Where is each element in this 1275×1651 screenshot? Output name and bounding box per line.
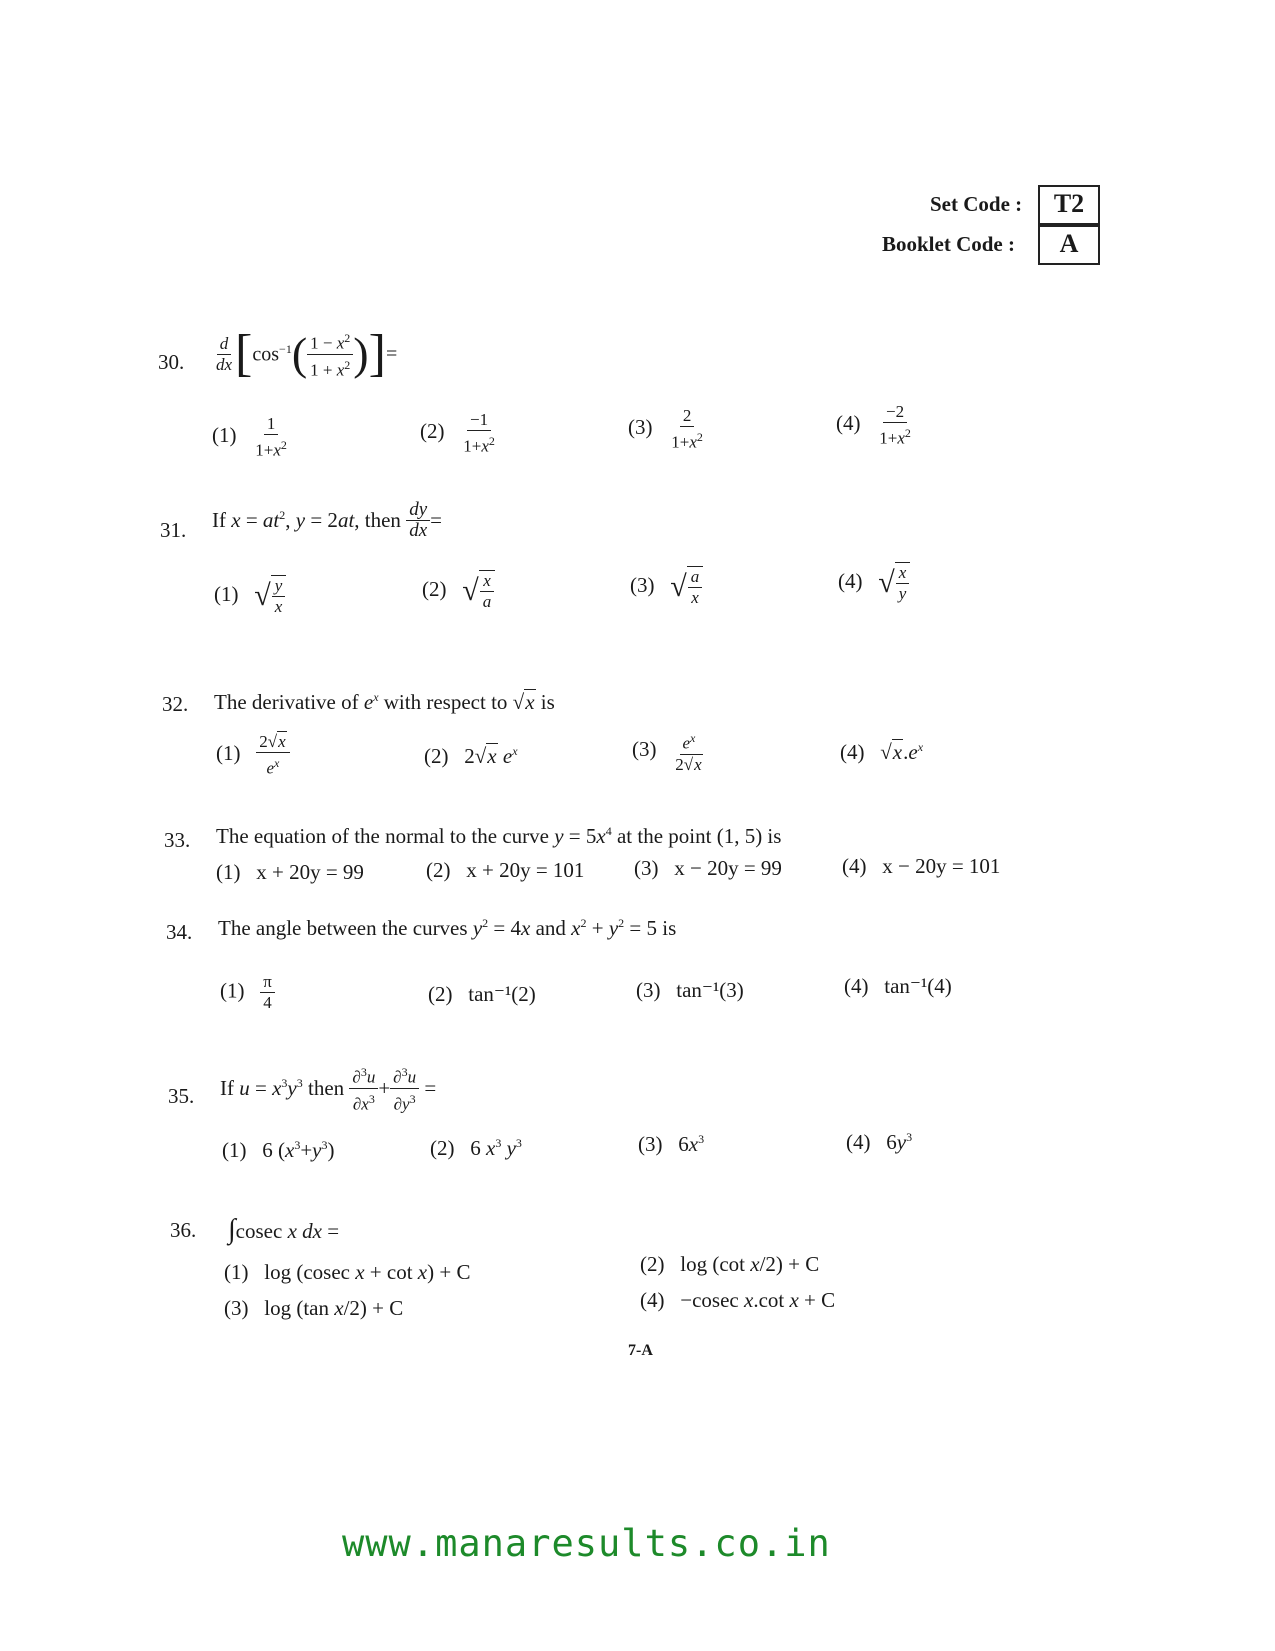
website-watermark[interactable]: www.manaresults.co.in — [342, 1522, 831, 1565]
question-31 — [160, 500, 1060, 650]
option-4[interactable]: (4) $6y^3$ — [846, 1130, 913, 1154]
option-1[interactable]: (1) $\frac{2√x}{e^x}$ — [216, 732, 290, 779]
option-1[interactable]: (1) $\frac{\pi}{4}$ — [220, 972, 275, 1013]
page-number: 7-A — [628, 1342, 653, 1359]
option-4[interactable]: (4) $√x.e^x$ — [840, 740, 924, 764]
option-2[interactable]: (2) 6 $x^3$ $y^3$ — [430, 1136, 522, 1160]
option-2[interactable]: (2) x + 20y = 101 — [426, 858, 585, 882]
question-36 — [170, 1210, 1070, 1330]
option-3[interactable]: (3) $\frac{e^x}{2√x}$ — [632, 728, 706, 775]
option-1[interactable]: (1) $\frac{1}{1+x^2}$ — [212, 414, 287, 460]
question-stem: ∫cosec x dx = — [228, 1214, 340, 1245]
question-number: 32. — [162, 692, 189, 716]
question-number: 30. — [158, 350, 185, 374]
booklet-code-box: A — [1038, 225, 1100, 265]
booklet-code-label: Booklet Code : — [882, 232, 1015, 256]
option-2[interactable]: (2) 2√x $e^x$ — [424, 744, 518, 768]
option-4[interactable]: (4) −cosec x.cot x + C — [640, 1288, 836, 1312]
option-1[interactable]: (1) 6 $(x^3+y^3)$ — [222, 1138, 335, 1162]
question-number: 36. — [170, 1218, 197, 1242]
option-4[interactable]: (4) $\frac{-2}{1+x^2}$ — [836, 402, 911, 448]
option-2[interactable]: (2) log (cot x/2) + C — [640, 1252, 820, 1276]
option-1[interactable]: (1) √ $\frac{y}{x}$ — [214, 575, 286, 617]
option-2[interactable]: (2) √ $\frac{x}{a}$ — [422, 570, 495, 612]
option-3[interactable]: (3) $\frac{2}{1+x^2}$ — [628, 406, 703, 452]
set-code-box: T2 — [1038, 185, 1100, 225]
question-stem: If $x = at^2$, y = 2at, then $\frac{dy}{dx}$ = — [212, 499, 442, 541]
question-number: 35. — [168, 1084, 195, 1108]
question-number: 31. — [160, 518, 187, 542]
option-3[interactable]: (3) $6x^3$ — [638, 1132, 705, 1156]
option-4[interactable]: (4) tan⁻¹(4) — [844, 974, 952, 998]
question-34 — [166, 912, 1066, 1022]
option-4[interactable]: (4) x − 20y = 101 — [842, 854, 1001, 878]
question-stem: The derivative of $e^x$ with respect to √x is — [214, 690, 555, 714]
option-3[interactable]: (3) x − 20y = 99 — [634, 856, 782, 880]
option-4[interactable]: (4) √ $\frac{x}{y}$ — [838, 562, 910, 604]
set-code-label: Set Code : — [930, 192, 1023, 216]
question-number: 33. — [164, 828, 191, 852]
option-3[interactable]: (3) √ $\frac{a}{x}$ — [630, 566, 703, 608]
question-stem: The equation of the normal to the curve $y = 5x^4$ at the point (1, 5) is — [216, 824, 782, 848]
question-stem: If $u = x^3y^3$ then $\frac{\partial^3u}{\partial x^3}$ + $\frac{\partial^3u}{\partial y^3}$ = — [220, 1062, 436, 1114]
option-2[interactable]: (2) tan⁻¹(2) — [428, 982, 536, 1006]
option-3[interactable]: (3) tan⁻¹(3) — [636, 978, 744, 1002]
question-33 — [164, 822, 1064, 902]
question-30 — [158, 322, 1058, 462]
question-stem: $\frac{d}{dx}$ [ $\cos^{-1}$ ( $\frac{1 - x^2}{1 + x^2}$ ) ] = — [216, 325, 398, 383]
question-35 — [168, 1058, 1068, 1178]
question-stem: The angle between the curves $y^2 = 4x$ and $x^2 + y^2 = 5$ is — [218, 916, 677, 940]
option-1[interactable]: (1) log (cosec x + cot x) + C — [224, 1260, 471, 1284]
option-2[interactable]: (2) $\frac{-1}{1+x^2}$ — [420, 410, 495, 456]
option-1[interactable]: (1) x + 20y = 99 — [216, 860, 364, 884]
question-32 — [162, 688, 1062, 808]
question-number: 34. — [166, 920, 193, 944]
option-3[interactable]: (3) log (tan x/2) + C — [224, 1296, 404, 1320]
